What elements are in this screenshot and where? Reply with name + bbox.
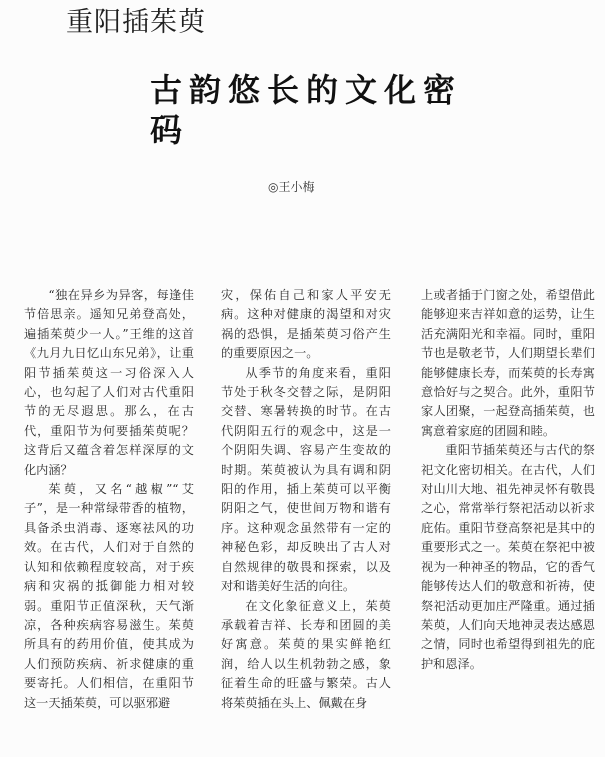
paragraph: 从季节的角度来看，重阳节处于秋冬交替之际，是阴阳交替、寒暑转换的时节。在古代阴阳五行的观念中，这是一个阴阳失调、容易产生变故的时期。茱萸被认为具有调和阴阳的作用，插上茱萸可以平衡阴阳之气，使世间万物和谐有序。这种观念虽然带有一定的神秘色彩，却反映出了古人对自然规律的敬畏和探索，以及对和谐美好生活的向往。 [221, 365, 391, 594]
paragraph-continued: 灾，保佑自己和家人平安无病。这种对健康的渴望和对灾祸的恐惧，是插茱萸习俗产生的重要原因之一。 [221, 288, 391, 361]
subheadline: 古韵悠长的文化密码 [150, 71, 463, 149]
paragraph: 重阳节插茱萸还与古代的祭祀文化密切相关。在古代，人们对山川大地、祖先神灵怀有敬畏之心，常常举行祭祀活动以祈求庇佑。重阳节登高祭祀是其中的重要形式之一。茱萸在祭祀中被视为一种神圣的物品，它的香气能够传达人们的敬意和祈祷，使祭祀活动更加庄严隆重。通过插茱萸，人们向天地神灵表达感恩之情，同时也希望得到祖先的庇护和恩泽。 [421, 443, 595, 671]
headline: 重阳插茱萸 [66, 7, 206, 38]
author-byline: ◎王小梅 [268, 180, 315, 194]
paragraph: 在文化象征意义上，茱萸承载着吉祥、长寿和团圆的美好寓意。茱萸的果实鲜艳红润，给人以生机勃勃之感，象征着生命的旺盛与繁荣。古人将茱萸插在头上、佩戴在身 [221, 598, 391, 710]
text-column-1 [24, 286, 194, 713]
text-column-3 [421, 286, 595, 674]
paragraph: “独在异乡为异客，每逢佳节倍思亲。遥知兄弟登高处，遍插茱萸少一人。”王维的这首《九月九日忆山东兄弟》，让重阳节插茱萸这一习俗深入人心，也勾起了人们对古代重阳节的无尽遐思。那么，在古代，重阳节为何要插茱萸呢？这背后又蕴含着怎样深厚的文化内涵？ [24, 288, 194, 477]
text-column-2 [221, 286, 391, 713]
paragraph: 茱萸，又名“越椒”“艾子”，是一种常绿带香的植物，具备杀虫消毒、逐寒祛风的功效。在古代，人们对于自然的认知和依赖程度较高，对于疾病和灾祸的抵御能力相对较弱。重阳节正值深秋，天气渐凉，各种疾病容易滋生。茱萸所具有的药用价值，使其成为人们预防疾病、祈求健康的重要寄托。人们相信，在重阳节这一天插茱萸，可以驱邪避 [24, 482, 194, 710]
paragraph-continued: 上或者插于门窗之处，希望借此能够迎来吉祥如意的运势，让生活充满阳光和幸福。同时，重阳节也是敬老节，人们期望长辈们能够健康长寿，而茱萸的长寿寓意恰好与之契合。此外，重阳节家人团聚，一起登高插茱萸，也寓意着家庭的团圆和睦。 [421, 288, 595, 438]
